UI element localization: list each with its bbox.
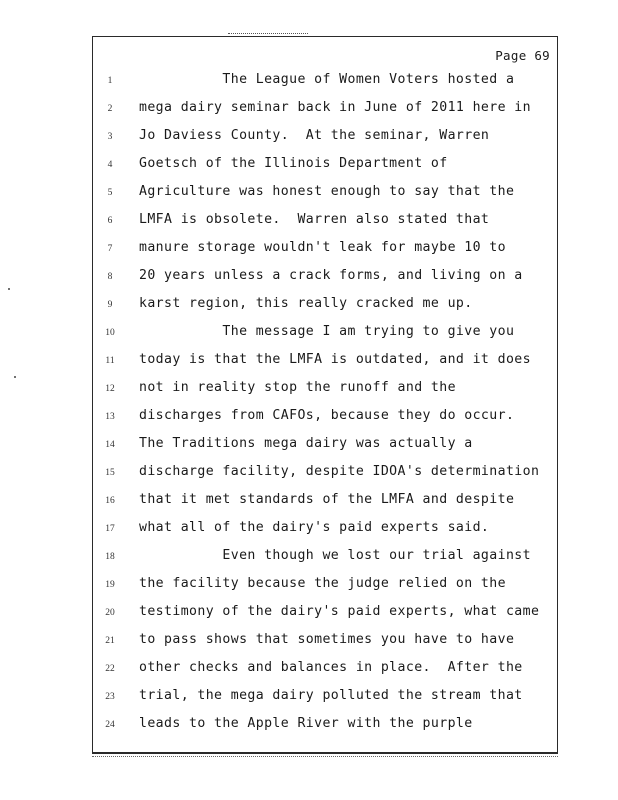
transcript-line [0,632,618,652]
line-text: other checks and balances in place. After the [139,660,523,675]
transcript-line [0,212,618,232]
transcript-line [0,352,618,372]
line-text: today is that the LMFA is outdated, and it does [139,352,531,367]
transcript-line [0,184,618,204]
line-text: discharges from CAFOs, because they do occur. [139,408,515,423]
transcript-line [0,268,618,288]
line-number: 13 [105,412,115,422]
transcript-line [0,604,618,624]
line-number: 1 [107,76,113,86]
line-text: The League of Women Voters hosted a [139,72,515,87]
transcript-line [0,660,618,680]
line-text: LMFA is obsolete. Warren also stated that [139,212,490,227]
line-number: 6 [107,216,113,226]
transcript-line [0,408,618,428]
transcript-line [0,492,618,512]
transcript-line [0,100,618,120]
transcript-line [0,436,618,456]
line-number: 24 [105,720,115,730]
line-number: 5 [107,188,113,198]
line-text: not in reality stop the runoff and the [139,380,456,395]
line-text: leads to the Apple River with the purple [139,716,473,731]
transcript-line [0,156,618,176]
transcript-line [0,688,618,708]
line-number: 22 [105,664,115,674]
line-text: The message I am trying to give you [139,324,515,339]
line-number: 16 [105,496,115,506]
transcript-line [0,464,618,484]
line-number: 17 [105,524,115,534]
line-text: manure storage wouldn't leak for maybe 10 to [139,240,506,255]
scan-bottom-mark [92,756,558,757]
transcript-line [0,296,618,316]
line-text: karst region, this really cracked me up. [139,296,473,311]
line-number: 20 [105,608,115,618]
line-number: 18 [105,552,115,562]
transcript-line [0,576,618,596]
line-text: The Traditions mega dairy was actually a [139,436,473,451]
line-number: 15 [105,468,115,478]
line-number: 23 [105,692,115,702]
line-number: 12 [105,384,115,394]
transcript-line [0,716,618,736]
line-text: that it met standards of the LMFA and despite [139,492,515,507]
line-number: 4 [107,160,113,170]
line-text: Jo Daviess County. At the seminar, Warren [139,128,490,143]
line-number: 8 [107,272,113,282]
line-number: 7 [107,244,113,254]
line-number: 14 [105,440,115,450]
scan-speck [14,376,16,378]
line-text: testimony of the dairy's paid experts, what came [139,604,540,619]
transcript-line [0,72,618,92]
line-number: 19 [105,580,115,590]
transcript-line [0,380,618,400]
line-text: what all of the dairy's paid experts said. [139,520,490,535]
line-text: trial, the mega dairy polluted the stream that [139,688,523,703]
line-text: discharge facility, despite IDOA's determination [139,464,540,479]
line-number: 2 [107,104,113,114]
transcript-line [0,128,618,148]
line-text: 20 years unless a crack forms, and living on a [139,268,523,283]
line-text: Agriculture was honest enough to say that the [139,184,515,199]
line-number: 9 [107,300,113,310]
page-number: Page 69 [495,48,550,63]
line-number: 11 [105,356,115,366]
line-number: 10 [105,328,115,338]
scan-speck [8,288,10,290]
line-text: Goetsch of the Illinois Department of [139,156,448,171]
line-text: mega dairy seminar back in June of 2011 here in [139,100,531,115]
line-number: 3 [107,132,113,142]
transcript-line [0,520,618,540]
transcript-line [0,240,618,260]
line-number: 21 [105,636,115,646]
transcript-line [0,548,618,568]
line-text: to pass shows that sometimes you have to have [139,632,515,647]
transcript-line [0,324,618,344]
line-text: the facility because the judge relied on the [139,576,506,591]
line-text: Even though we lost our trial against [139,548,531,563]
